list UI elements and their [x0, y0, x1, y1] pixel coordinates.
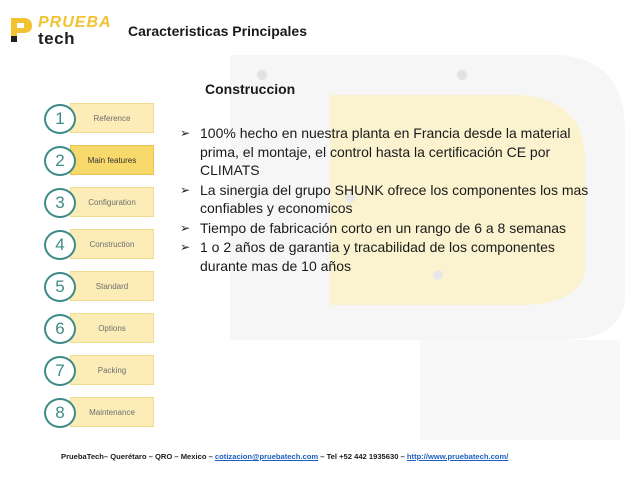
feature-list [180, 124, 600, 276]
nav-item-number: 3 [44, 188, 76, 218]
arrow-bullet-icon: ➢ [180, 182, 191, 197]
section-nav [0, 0, 160, 479]
arrow-bullet-icon: ➢ [180, 240, 191, 254]
arrow-bullet-icon: ➢ [180, 220, 191, 235]
nav-item-number: 5 [44, 272, 76, 302]
list-item-text: La sinergia del grupo SHUNK ofrece los componentes los mas confiables y economicos [200, 181, 589, 216]
list-item [180, 219, 600, 238]
footer-company: PruebaTech– Querétaro – QRO – Mexico – [61, 452, 213, 461]
nav-item-options[interactable] [0, 313, 160, 345]
nav-item-label: Construction [70, 229, 154, 259]
nav-item-label: Configuration [70, 187, 154, 217]
list-item [180, 238, 600, 275]
nav-item-number: 2 [44, 146, 76, 176]
list-item-text: 1 o 2 años de garantia y tracabilidad de los componentes durante mas de 10 años [200, 239, 555, 274]
logo-text-top: PRUEBA [38, 14, 112, 31]
arrow-bullet-icon: ➢ [180, 126, 191, 140]
nav-item-number: 1 [44, 104, 76, 134]
nav-item-number: 7 [44, 356, 76, 386]
list-item-text: Tiempo de fabricación corto en un rango de 6 a 8 semanas [200, 219, 567, 236]
nav-item-reference[interactable] [0, 103, 160, 135]
logo-text-bottom: tech [38, 29, 75, 48]
nav-item-label: Packing [70, 355, 154, 385]
nav-item-label: Reference [70, 103, 154, 133]
nav-item-configuration[interactable] [0, 187, 160, 219]
section-title: Construccion [205, 81, 296, 97]
footer-website-link[interactable]: http://www.pruebatech.com/ [406, 452, 509, 461]
nav-item-packing[interactable] [0, 355, 160, 387]
nav-item-number: 4 [44, 230, 76, 260]
footer [61, 452, 508, 461]
nav-item-label: Main features [70, 145, 154, 175]
list-item-text: 100% hecho en nuestra planta en Francia desde la material prima, el montaje, el control hasta la certificación CE por CLIMATS [200, 125, 571, 178]
footer-phone: – Tel +52 442 1935630 – [320, 452, 405, 461]
nav-item-label: Standard [70, 271, 154, 301]
nav-item-number: 6 [44, 314, 76, 344]
nav-item-standard[interactable] [0, 271, 160, 303]
footer-email-link[interactable]: cotizacion@pruebatech.com [214, 452, 319, 461]
nav-item-construction[interactable] [0, 229, 160, 261]
nav-item-label: Options [70, 313, 154, 343]
list-item [180, 124, 600, 180]
nav-item-label: Maintenance [70, 397, 154, 427]
nav-item-main-features[interactable] [0, 145, 160, 177]
nav-item-maintenance[interactable] [0, 397, 160, 429]
nav-item-number: 8 [44, 398, 76, 428]
page-title: Caracteristicas Principales [128, 23, 307, 39]
list-item [180, 181, 600, 218]
